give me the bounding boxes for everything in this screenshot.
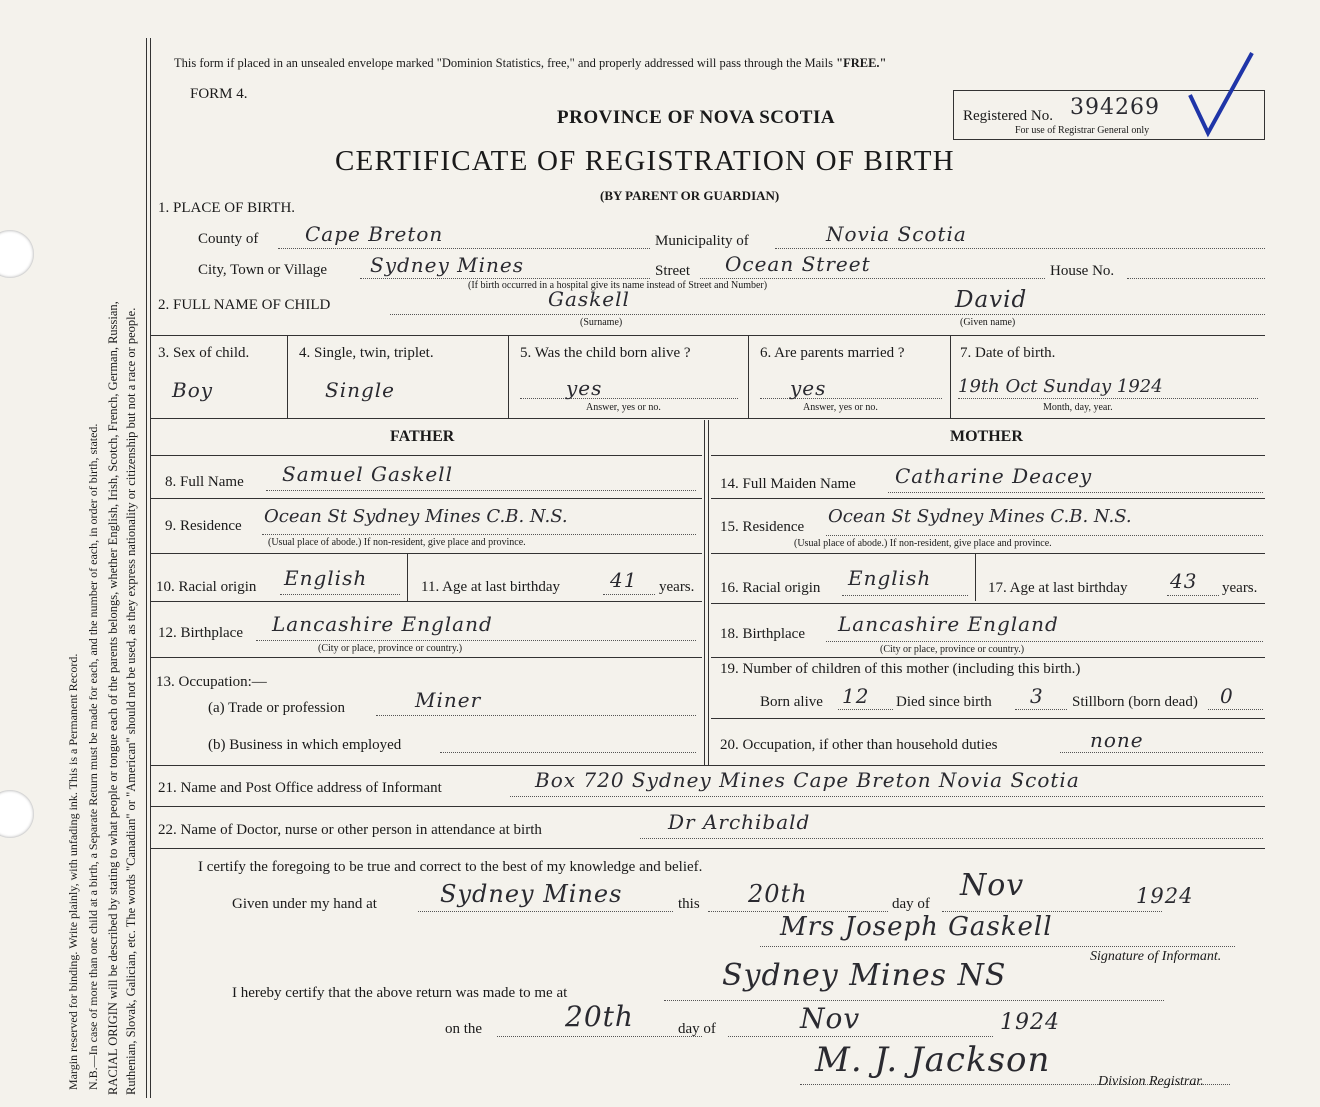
mother-racial-label: 16. Racial origin — [720, 580, 821, 596]
mail-notice: This form if placed in an unsealed envelope marked "Dominion Statistics, free," and properly addressed will pass through the Mails "FREE." — [174, 56, 887, 70]
mother-age-line — [1167, 595, 1219, 596]
street-line — [700, 278, 1045, 279]
father-rule-1 — [150, 455, 702, 456]
born-alive-label: Born alive — [760, 694, 823, 710]
father-racial-value: English — [284, 566, 368, 590]
father-years-label: years. — [659, 579, 695, 595]
trade-line — [376, 715, 696, 716]
single-value: Single — [325, 378, 396, 402]
given-place-value: Sydney Mines — [440, 880, 623, 908]
died-label: Died since birth — [896, 694, 992, 710]
father-birthplace-note: (City or place, province or country.) — [318, 643, 463, 654]
county-value: Cape Breton — [305, 222, 444, 246]
on-the-label: on the — [445, 1021, 483, 1037]
left-border-inner — [150, 38, 151, 1098]
street-label: Street — [655, 263, 690, 279]
certify-text: I certify the foregoing to be true and correct to the best of my knowledge and belief. — [198, 859, 703, 875]
father-residence-value: Ocean St Sydney Mines C.B. N.S. — [264, 506, 568, 527]
city-line — [360, 278, 650, 279]
informant-signature: Mrs Joseph Gaskell — [780, 912, 1053, 942]
informant-signature-label: Signature of Informant. — [1090, 949, 1222, 964]
stillborn-line — [1208, 709, 1263, 710]
mother-heading: MOTHER — [950, 428, 1023, 445]
informant-line — [510, 796, 1263, 797]
form-number: FORM 4. — [190, 86, 248, 102]
father-rule-3 — [150, 553, 702, 554]
trade-value: Miner — [415, 688, 482, 712]
informant-label: 21. Name and Post Office address of Informant — [158, 780, 442, 796]
given-note: (Given name) — [960, 317, 1016, 328]
born-alive-value: 12 — [842, 684, 870, 708]
mother-age-value: 43 — [1170, 569, 1198, 593]
father-rule-5 — [150, 657, 702, 658]
father-name-label: 8. Full Name — [165, 474, 244, 490]
surname-note: (Surname) — [580, 317, 623, 328]
reg-year-value: 1924 — [1000, 1010, 1060, 1035]
father-occupation-label: 13. Occupation:— — [156, 674, 267, 690]
mother-rule-5 — [711, 657, 1265, 658]
reg-day-value: 20th — [565, 1000, 634, 1033]
informant-top-rule — [150, 765, 1265, 766]
registrar-label: Division Registrar. — [1098, 1074, 1204, 1089]
dob-note: Month, day, year. — [1043, 402, 1113, 413]
municipality-line — [775, 248, 1265, 249]
dob-line — [958, 398, 1258, 399]
page-title: CERTIFICATE OF REGISTRATION OF BIRTH — [335, 145, 955, 177]
father-age-value: 41 — [610, 568, 638, 592]
married-line — [760, 398, 942, 399]
mother-years-label: years. — [1222, 580, 1258, 596]
mother-name-value: Catharine Deacey — [895, 464, 1093, 488]
reg-place-line — [664, 1000, 1164, 1001]
place-of-birth-label: 1. PLACE OF BIRTH. — [158, 200, 296, 216]
mother-age-label: 17. Age at last birthday — [988, 580, 1128, 596]
mother-residence-label: 15. Residence — [720, 519, 805, 535]
trade-label: (a) Trade or profession — [208, 700, 346, 716]
mother-rule-6 — [711, 718, 1265, 719]
doctor-label: 22. Name of Doctor, nurse or other person in attendance at birth — [158, 822, 542, 838]
informant-signature-line — [760, 946, 1235, 947]
child-name-line — [390, 314, 1265, 315]
single-label: 4. Single, twin, triplet. — [299, 345, 434, 361]
province-heading: PROVINCE OF NOVA SCOTIA — [557, 107, 836, 128]
county-label: County of — [198, 231, 259, 247]
house-line — [1127, 278, 1265, 279]
mother-racial-divider — [975, 553, 976, 601]
father-residence-label: 9. Residence — [165, 518, 242, 534]
mother-birthplace-line — [826, 641, 1263, 642]
hospital-note: (If birth occurred in a hospital give its name instead of Street and Number) — [468, 280, 768, 291]
married-note: Answer, yes or no. — [803, 402, 878, 413]
doctor-line — [640, 838, 1263, 839]
dob-label: 7. Date of birth. — [960, 345, 1056, 361]
given-under-label: Given under my hand at — [232, 896, 377, 912]
reg-place-value: Sydney Mines NS — [722, 958, 1007, 993]
parent-divider — [704, 420, 705, 765]
father-racial-line — [280, 594, 400, 595]
father-rule-4 — [150, 601, 702, 602]
sex-value: Boy — [172, 378, 214, 402]
registrar-note: For use of Registrar General only — [1015, 125, 1150, 136]
month-value: Nov — [960, 868, 1025, 903]
row3-top-rule — [150, 335, 1265, 336]
punch-hole-bottom — [0, 790, 34, 838]
municipality-value: Novia Scotia — [826, 222, 967, 246]
page-subtitle: (BY PARENT OR GUARDIAN) — [600, 188, 780, 203]
margin-note-multiple-births: N.B.—In case of more than one child at a birth, a Separate Return must be made for each, and the number of each, in order of birth, stated. — [86, 423, 100, 1090]
child-given-name: David — [955, 287, 1028, 313]
married-value: yes — [790, 376, 827, 400]
father-age-line — [603, 594, 655, 595]
county-line — [278, 248, 650, 249]
father-racial-label: 10. Racial origin — [156, 579, 257, 595]
row3-bottom-rule — [150, 418, 1265, 419]
dob-value: 19th Oct Sunday 1924 — [958, 376, 1163, 397]
alive-line — [520, 398, 738, 399]
married-label: 6. Are parents married ? — [760, 345, 905, 361]
mother-name-label: 14. Full Maiden Name — [720, 476, 856, 492]
mother-residence-value: Ocean St Sydney Mines C.B. N.S. — [828, 506, 1132, 527]
father-birthplace-label: 12. Birthplace — [158, 625, 243, 641]
parent-divider-2 — [708, 420, 709, 765]
child-name-label: 2. FULL NAME OF CHILD — [158, 297, 331, 313]
mother-name-line — [888, 492, 1263, 493]
year-value: 1924 — [1136, 884, 1194, 908]
informant-mid-rule — [150, 806, 1265, 807]
margin-note-binding: Margin reserved for binding. Write plainly, with unfading ink. This is a Permanent Record. — [66, 653, 80, 1090]
margin-note-racial-origin-2: Ruthenian, Slovak, Galician, etc. The words "Canadian" or "American" should not be used, as they express nationality or citizenship but not a race or people. — [124, 307, 138, 1095]
reg-month-value: Nov — [800, 1002, 861, 1035]
day-value: 20th — [748, 880, 808, 908]
child-surname: Gaskell — [548, 287, 630, 311]
alive-label: 5. Was the child born alive ? — [520, 345, 691, 361]
died-line — [1015, 709, 1067, 710]
mother-rule-3 — [711, 553, 1265, 554]
business-label: (b) Business in which employed — [208, 737, 402, 753]
father-racial-divider — [407, 553, 408, 601]
alive-value: yes — [566, 376, 603, 400]
checkmark-icon — [1180, 45, 1260, 140]
row3-div-4 — [950, 335, 951, 418]
father-residence-note: (Usual place of abode.) If non-resident, give place and province. — [268, 537, 526, 548]
row3-div-3 — [748, 335, 749, 418]
children-label: 19. Number of children of this mother (including this birth.) — [720, 661, 1081, 677]
mother-racial-line — [842, 595, 968, 596]
informant-address: Box 720 Sydney Mines Cape Breton Novia Scotia — [535, 768, 1080, 792]
mother-occupation-label: 20. Occupation, if other than household duties — [720, 737, 998, 753]
father-birthplace-value: Lancashire England — [272, 612, 493, 636]
house-label: House No. — [1050, 263, 1115, 279]
city-value: Sydney Mines — [370, 253, 525, 277]
municipality-label: Municipality of — [655, 233, 749, 249]
certify-top-rule — [150, 848, 1265, 849]
punch-hole-top — [0, 230, 34, 278]
mother-birthplace-label: 18. Birthplace — [720, 626, 805, 642]
father-rule-2 — [150, 498, 702, 499]
mother-rule-1 — [711, 455, 1265, 456]
father-age-label: 11. Age at last birthday — [421, 579, 560, 595]
alive-note: Answer, yes or no. — [586, 402, 661, 413]
reg-day-line — [497, 1036, 702, 1037]
born-alive-line — [838, 709, 893, 710]
business-line — [440, 752, 696, 753]
registered-label: Registered No. — [963, 108, 1053, 124]
mother-rule-2 — [711, 498, 1265, 499]
doctor-value: Dr Archibald — [668, 810, 811, 834]
father-name-value: Samuel Gaskell — [282, 462, 453, 486]
reg-month-line — [728, 1036, 993, 1037]
died-value: 3 — [1030, 684, 1044, 708]
sex-label: 3. Sex of child. — [158, 345, 250, 361]
stillborn-value: 0 — [1220, 684, 1234, 708]
father-residence-line — [262, 534, 696, 535]
mother-residence-note: (Usual place of abode.) If non-resident, give place and province. — [794, 538, 1052, 549]
father-birthplace-line — [256, 640, 696, 641]
registrar-cert-text: I hereby certify that the above return was made to me at — [232, 985, 568, 1001]
father-name-line — [266, 490, 696, 491]
this-label: this — [678, 896, 700, 912]
street-value: Ocean Street — [725, 252, 871, 276]
mother-residence-line — [826, 535, 1263, 536]
stillborn-label: Stillborn (born dead) — [1072, 694, 1198, 710]
mother-birthplace-value: Lancashire England — [838, 612, 1059, 636]
mother-occupation-line — [1060, 752, 1263, 753]
margin-note-racial-origin: RACIAL ORIGIN will be described by stating to what people or tongue each of the parents belongs, whether English, Irish, Scotch, French, German, Russian, — [106, 301, 120, 1095]
mother-rule-4 — [711, 603, 1265, 604]
father-heading: FATHER — [390, 428, 455, 445]
reg-day-of-label: day of — [678, 1021, 716, 1037]
given-place-line — [418, 911, 673, 912]
mother-racial-value: English — [848, 566, 932, 590]
mother-occupation-value: none — [1090, 728, 1144, 752]
row3-div-1 — [287, 335, 288, 418]
day-of-label: day of — [892, 896, 930, 912]
registered-number: 394269 — [1070, 95, 1160, 120]
registrar-signature: M. J. Jackson — [815, 1040, 1051, 1080]
mother-birthplace-note: (City or place, province or country.) — [880, 644, 1025, 655]
city-label: City, Town or Village — [198, 262, 328, 278]
left-border — [146, 38, 147, 1098]
row3-div-2 — [508, 335, 509, 418]
